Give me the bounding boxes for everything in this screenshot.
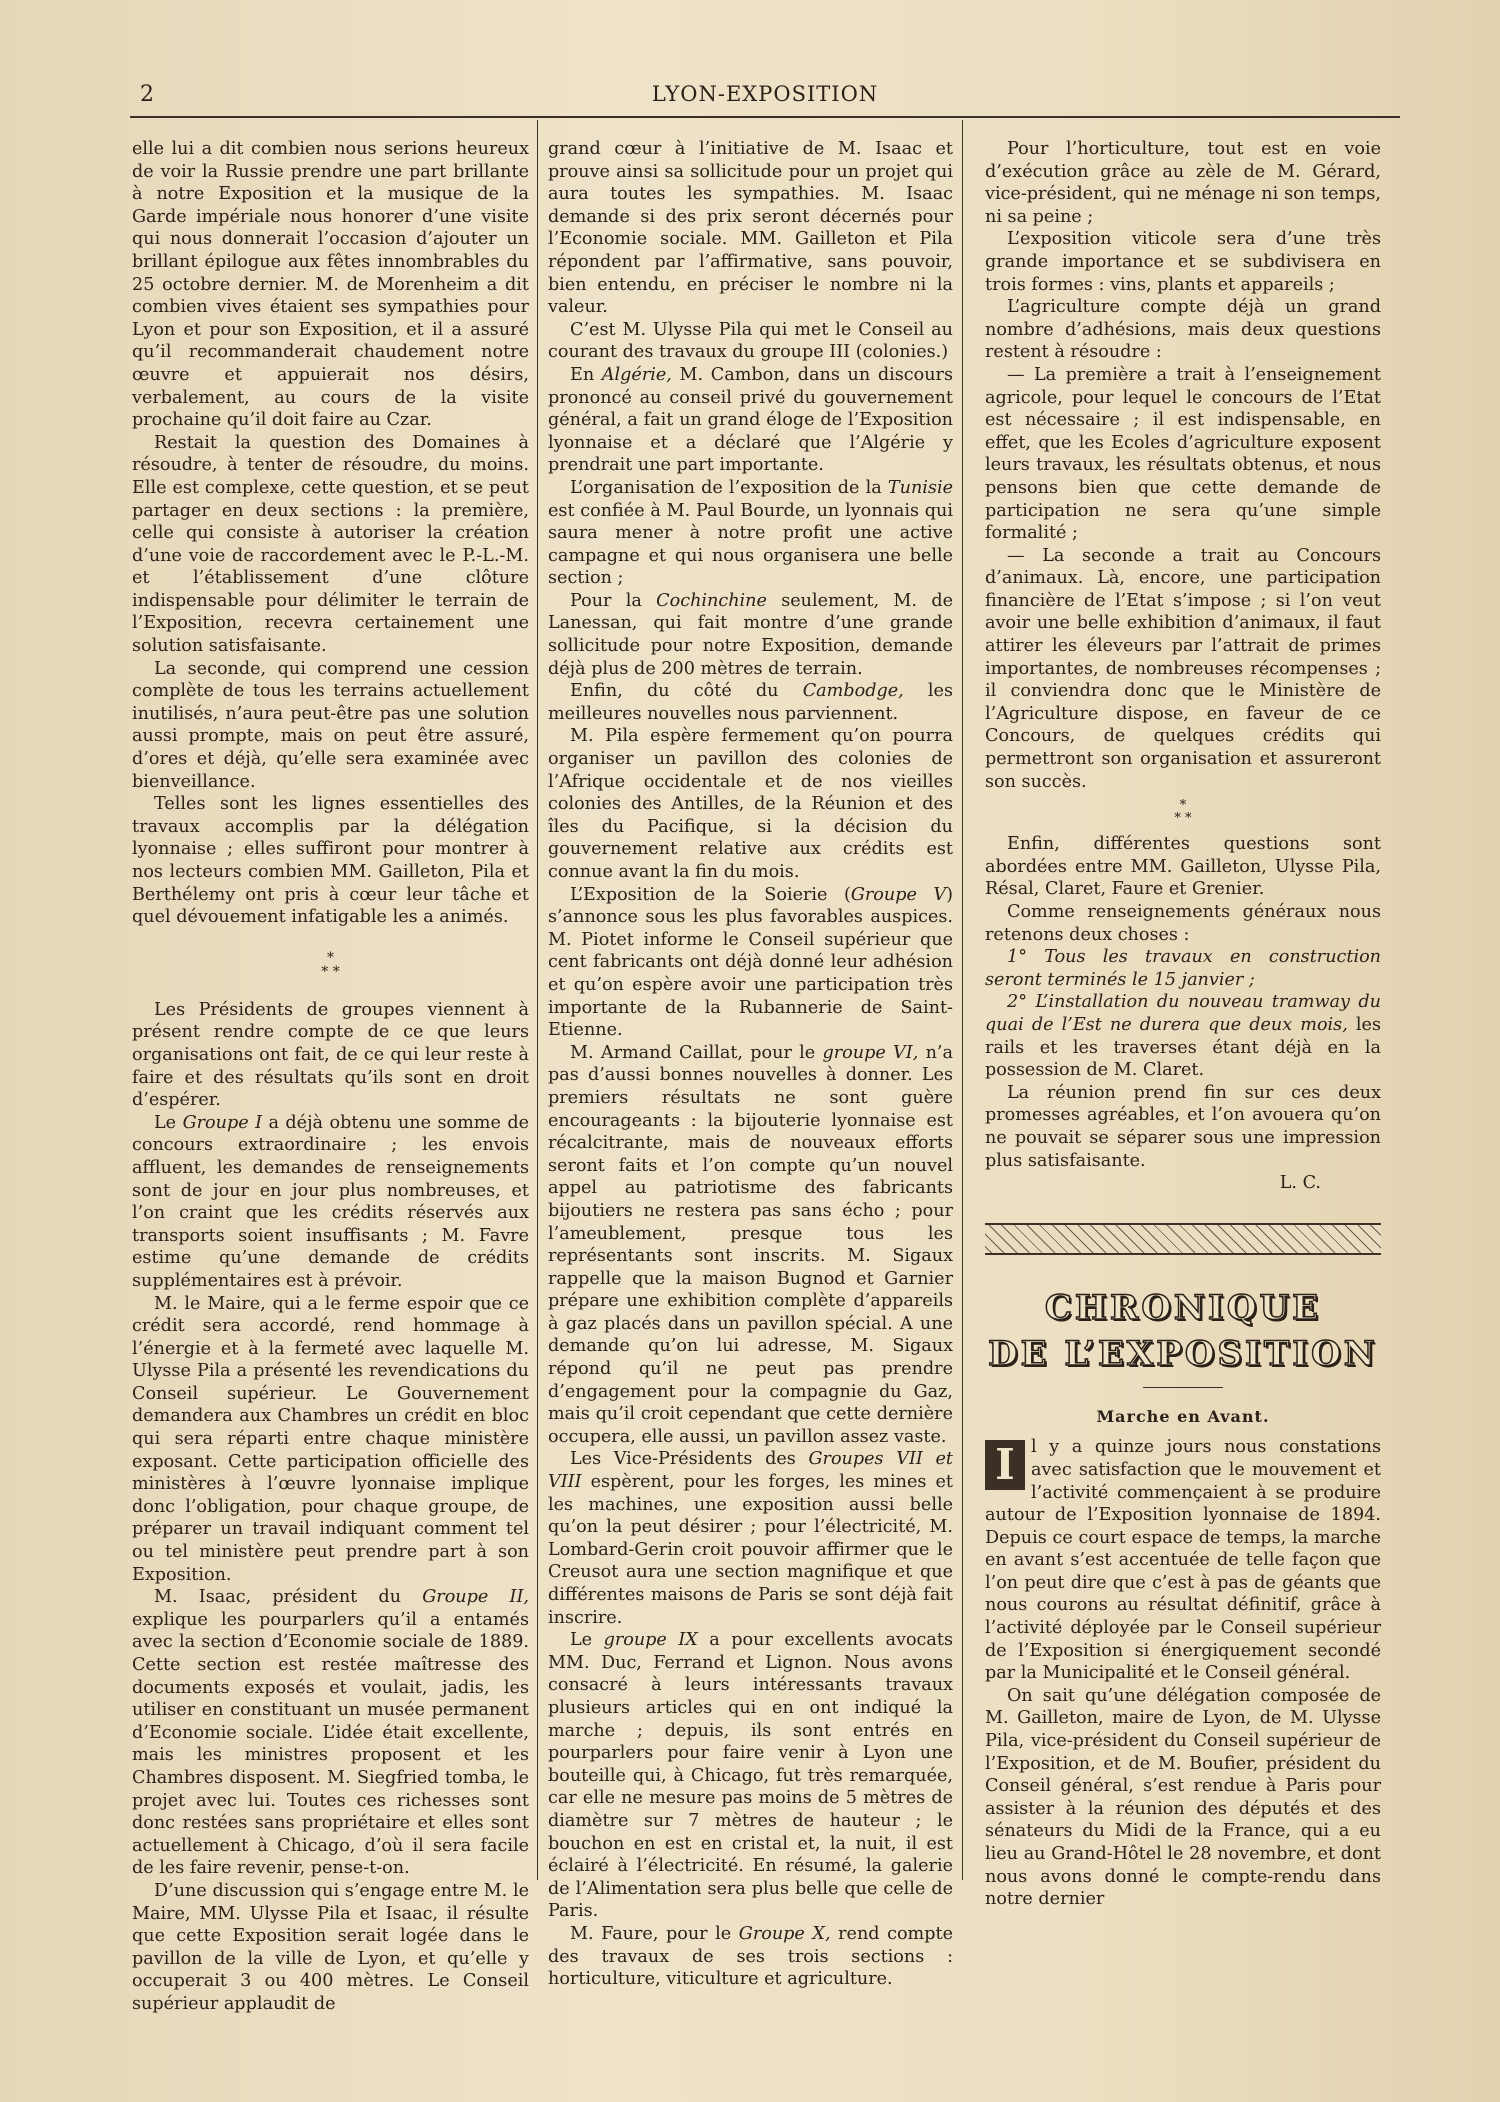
section-separator: * * * [1174,798,1192,827]
ornamental-border [985,1223,1381,1255]
paragraph: M. Isaac, président du Groupe II, explique les pourparlers qu’il a entamés avec la section d’Economie sociale de 1889. Cette section est restée maîtresse des documents exposés et voulait, jadis, les utiliser en constituant un musée permanent d’Economie sociale. L’idée était excellente, mais les ministres proposent et les Chambres disposent. M. Siegfried tomba, le projet avec lui. Toutes ces richesses sont donc restées sans propriétaire et elles sont actuellement à Chicago, d’où il sera facile de les faire revenir, pense-t-on. [132,1587,529,1879]
paragraph: Pour la Cochinchine seulement, M. de Lanessan, qui fait montre d’une grande sollicitude pour notre Exposition, demande déjà plus de 200 mètres de terrain. [548,590,953,679]
column-3 [985,138,1381,1911]
paragraph: On sait qu’une délégation composée de M. Gailleton, maire de Lyon, de M. Ulysse Pila, vice-président du Conseil supérieur de l’Exposition, et de M. Boufier, président du Conseil général, s’est rendue à Paris pour assister à la réunion des députés et des sénateurs du Midi de la France, qui a eu lieu au Grand-Hôtel le 28 novembre, et dont nous avons donné le compte-rendu dans notre dernier [985,1685,1381,1910]
paragraph: grand cœur à l’initiative de M. Isaac et prouve ainsi sa sollicitude pour un projet qui aura toutes les sympathies. M. Isaac demande si des prix seront décernés pour l’Economie sociale. MM. Gailleton et Pila répondent par l’affirmative, sans pouvoir, bien entendu, en préciser le nombre ni la valeur. [548,139,953,318]
paragraph: L’organisation de l’exposition de la Tunisie est confiée à M. Paul Bourde, un lyonnais qui saura mener à notre profit une active campagne et qui nous organisera une belle section ; [548,477,953,589]
paragraph: L’exposition viticole sera d’une très grande importance et se subdivisera en trois formes : vins, plants et appareils ; [985,229,1381,295]
signature: L. C. [1279,1173,1321,1194]
paragraph: Les Vice-Présidents des Groupes VII et VIII espèrent, pour les forges, les mines et les machines, une exposition aussi belle qu’on la peut désirer ; pour l’électricité, M. Lombard-Gerin croit pouvoir affirmer que le Creusot aura une section magnifique et que différentes maisons de Paris se sont déjà fait inscrire. [548,1449,953,1628]
column-divider [537,120,538,1880]
paragraph: Pour l’horticulture, tout est en voie d’exécution grâce au zèle de M. Gérard, vice-président, qui ne ménage ni son temps, ni sa peine ; [985,139,1381,227]
page-title: LYON-EXPOSITION [651,82,879,106]
paragraph: Enfin, du côté du Cambodge, les meilleures nouvelles nous parviennent. [548,681,953,724]
paragraph: Telles sont les lignes essentielles des travaux accomplis par la délégation lyonnaise ; elles suffiront pour montrer à nos lecteurs combien MM. Gailleton, Pila et Berthélemy ont pris à cœur leur tâche et quel dévouement infatigable les a animés. [132,794,529,928]
paragraph: Le groupe IX a pour excellents avocats MM. Duc, Ferrand et Lignon. Nous avons consacré à leurs intéressants travaux plusieurs articles qui en ont indiqué la marche ; depuis, ils sont entrés en pourparlers pour faire venir à Lyon une bouteille qui, à Chicago, fut très remarquée, car elle ne mesure pas moins de 5 mètres de diamètre sur 7 mètres de hauteur ; le bouchon en est en cristal et, la nuit, il est éclairé à l’électricité. En résumé, la galerie de l’Alimentation sera plus belle que celle de Paris. [548,1630,953,1922]
section-separator: * * * [321,949,340,980]
column-divider [962,120,963,1880]
paragraph: 2° L’installation du nouveau tramway du quai de l’Est ne durera que deux mois, les rails et les traverses étant déjà en la possession de M. Claret. [985,992,1381,1081]
paragraph: C’est M. Ulysse Pila qui met le Conseil au courant des travaux du groupe III (colonies.) [548,319,953,363]
paragraph: La seconde, qui comprend une cession complète de tous les terrains actuellement inutilisés, n’aura peut-être pas une solution aussi prompte, mais on peut être assuré, d’ores et déjà, qu’elle sera examinée avec bienveillance. [132,658,529,792]
paragraph: M. le Maire, qui a le ferme espoir que ce crédit sera accordé, rend hommage à l’énergie et à la fermeté avec laquelle M. Ulysse Pila a présenté les revendications du Conseil supérieur. Le Gouvernement demandera aux Chambres un crédit en bloc qui sera réparti entre chaque ministère exposant. Cette participation officielle des ministères à l’œuvre lyonnaise implique donc l’obligation, pour chaque groupe, de préparer un travail indiquant comment tel ou tel ministère peut prendre part à son Exposition. [132,1293,529,1585]
article-subheading: Marche en Avant. [1096,1406,1270,1426]
paragraph: L’Exposition de la Soierie (Groupe V) s’annonce sous les plus favorables auspices. M. Piotet informe le Conseil supérieur que cent fabricants ont déjà donné leur adhésion et qu’on espère avoir une participation très importante de la Rubannerie de Saint-Etienne. [548,884,953,1041]
paragraph: La réunion prend fin sur ces deux promesses agréables, et l’on avouera qu’on ne pouvait se séparer sous une impression plus satisfaisante. [985,1082,1381,1171]
paragraph: 1° Tous les travaux en construction seront terminés le 15 janvier ; [985,947,1381,990]
drop-cap: I [985,1440,1025,1490]
paragraph: L’agriculture compte déjà un grand nombre d’adhésions, mais deux questions restent à résoudre : [985,297,1381,363]
paragraph: M. Pila espère fermement qu’on pourra organiser un pavillon des colonies de l’Afrique occidentale et de nos vieilles colonies des Antilles, de la Réunion et des îles du Pacifique, si la décision du gouvernement relative aux crédits est connue avant la fin du mois. [548,726,953,882]
title-rule [1143,1387,1223,1388]
paragraph: Le Groupe I a déjà obtenu une somme de concours extraordinaire ; les envois affluent, les demandes de renseignements sont de jour en jour plus nombreuses, et l’on craint que les crédits réservés aux transports soient insuffisants ; M. Favre estime qu’une demande de crédits supplémentaires est à prévoir. [132,1112,529,1291]
paragraph: Enfin, différentes questions sont abordées entre MM. Gailleton, Ulysse Pila, Résal, Claret, Faure et Grenier. [985,834,1381,900]
paragraph: Restait la question des Domaines à résoudre, à tenter de résoudre, du moins. Elle est complexe, cette question, et se peut partager en deux sections : la première, celle qui consiste à autoriser la création d’une voie de raccordement avec le P.-L.-M. et l’établissement d’une clôture indispensable pour délimiter le terrain de l’Exposition, recevra certainement une solution satisfaisante. [132,432,529,657]
paragraph: — La seconde a trait au Concours d’animaux. Là, encore, une participation financière de l’Etat s’impose ; si l’on veut avoir une belle exhibition d’animaux, il faut attirer les éleveurs par l’attrait de primes importantes, de nombreuses récompenses ; il conviendra donc que le Ministère de l’Agriculture dispose, en faveur de ce Concours, de quelques crédits qui permettront son organisation et assureront son succès. [985,545,1381,792]
paragraph: M. Armand Caillat, pour le groupe VI, n’a pas d’aussi bonnes nouvelles à donner. Les premiers résultats ne sont guère encourageants : la bijouterie lyonnaise est récalcitrante, mais de nouveaux efforts seront faits et l’on compte qu’un nouvel appel au patriotisme des fabricants bijoutiers ne restera pas sans écho ; pour l’ameublement, presque tous les représentants sont inscrits. M. Sigaux rappelle que la maison Bugnod et Garnier prépare une exhibition complète d’appareils à gaz placés dans un pavillon spécial. A une demande qu’on lui adresse, M. Sigaux répond qu’il ne peut pas prendre d’engagement pour la compagnie du Gaz, mais qu’il croit cependant que cette dernière occupera, elle aussi, un pavillon assez vaste. [548,1042,953,1447]
paragraph: I l y a quinze jours nous constations avec satisfaction que le mouvement et l’activité commençaient à se produire autour de l’Exposition lyonnaise de 1894. Depuis ce court espace de temps, la marche en avant s’est accentuée de telle façon que l’on peut dire que c’est à pas de géants que nous courons au résultat définitif, grâce à l’activité déployée par le Conseil supérieur de l’Exposition si énergiquement secondé par la Municipalité et le Conseil général. [985,1437,1381,1684]
paragraph: Comme renseignements généraux nous retenons deux choses : [985,902,1381,945]
paragraph: — La première a trait à l’enseignement agricole, pour lequel le concours de l’Etat est nécessaire ; il est indispensable, en effet, que les Ecoles d’agriculture exposent leurs travaux, les résultats obtenus, et nous pensons bien que cette demande de participation ne sera qu’une simple formalité ; [985,364,1381,544]
section-title: CHRONIQUE DE L’EXPOSITION [988,1287,1378,1374]
paragraph: M. Faure, pour le Groupe X, rend compte des travaux de ses trois sections : horticulture, viticulture et agriculture. [548,1923,953,1990]
page-number: 2 [140,82,154,107]
paragraph: D’une discussion qui s’engage entre M. le Maire, MM. Ulysse Pila et Isaac, il résulte que cette Exposition serait logée dans le pavillon de la ville de Lyon, et qu’elle y occuperait 3 ou 400 mètres. Le Conseil supérieur applaudit de [132,1880,529,2014]
paragraph: Les Présidents de groupes viennent à présent rendre compte de ce que leurs organisations ont fait, de ce qui leur reste à faire et des résultats qu’ils sont en droit d’espérer. [132,999,529,1111]
column-2 [548,138,953,1991]
page-header [130,80,1400,118]
column-1 [132,138,529,2016]
paragraph: elle lui a dit combien nous serions heureux de voir la Russie prendre une part brillante à notre Exposition et la musique de la Garde impériale nous honorer d’une visite qui nous donnerait l’occasion d’ajouter un brillant épilogue aux fêtes innombrables du 25 octobre dernier. M. de Morenheim a dit combien vives étaient ses sympathies pour Lyon et pour son Exposition, et il a assuré qu’il recommanderait chaudement notre œuvre et appuierait nos désirs, verbalement, au cours de la visite prochaine qu’il doit faire au Czar. [132,139,529,431]
paragraph: En Algérie, M. Cambon, dans un discours prononcé au conseil privé du gouvernement général, a fait un grand éloge de l’Exposition lyonnaise et a déclaré que l’Algérie y prendrait une part importante. [548,364,953,476]
